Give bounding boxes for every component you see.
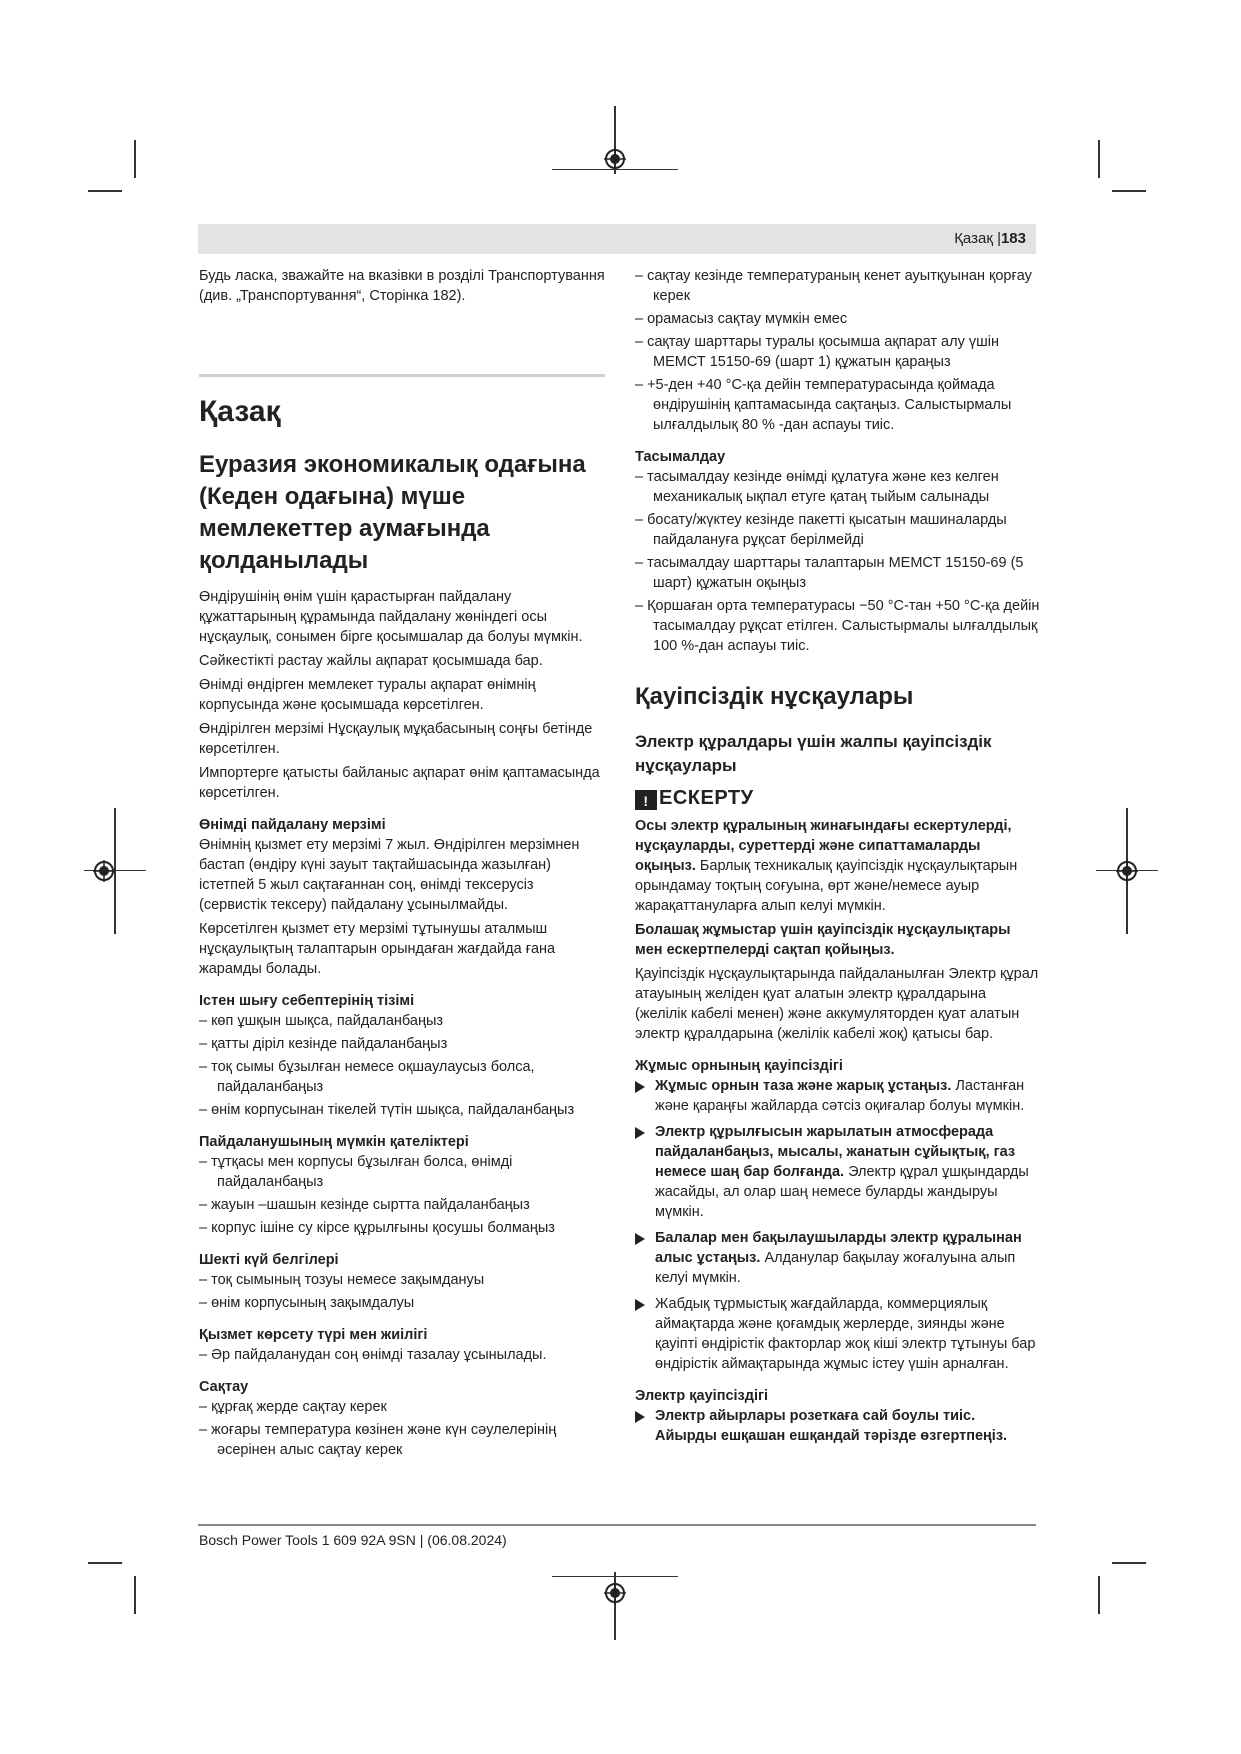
list-item: – тұтқасы мен корпусы бұзылған болса, өнімді пайдаланбаңыз bbox=[199, 1154, 513, 1190]
registration-mark-icon bbox=[1116, 860, 1138, 882]
right-column bbox=[635, 266, 1040, 1452]
paragraph: Сәйкестікті растау жайлы ақпарат қосымшада бар. bbox=[199, 653, 543, 669]
list-item: – көп ұшқын шықса, пайдаланбаңыз bbox=[199, 1013, 444, 1029]
paragraph: Өнімді өндірген мемлекет туралы ақпарат өнімнің корпусында және қосымшада көрсетілген. bbox=[199, 677, 536, 713]
arrow-bullet-icon bbox=[635, 1411, 645, 1423]
header-language: Қазақ bbox=[954, 230, 993, 247]
list-item: – жауын –шашын кезінде сыртта пайдаланбаңыз bbox=[199, 1197, 530, 1213]
list-item: – сақтау шарттары туралы қосымша ақпарат алу үшін МЕМСТ 15150-69 (шарт 1) құжатын қараңыз bbox=[635, 334, 999, 370]
paragraph: Өндірілген мерзімі Нұсқаулық мұқабасының соңғы бетінде көрсетілген. bbox=[199, 721, 593, 757]
warning-normal-text: Барлық техникалық қауіпсіздік нұсқаулықтарын орындамау тоқтың соғуына, өрт және/немесе ауыр жарақаттануларға алып келуі мүмкін. bbox=[635, 858, 1018, 914]
crop-mark bbox=[1098, 1576, 1100, 1614]
crop-mark bbox=[88, 190, 122, 192]
arrow-bullet-icon bbox=[635, 1299, 645, 1311]
list-item: – корпус ішіне су кірсе құрылғыны қосушы болмаңыз bbox=[199, 1220, 555, 1236]
failure-causes-heading: Істен шығу себептерінің тізімі bbox=[199, 993, 415, 1009]
crop-mark bbox=[1112, 190, 1146, 192]
list-item: – құрғақ жерде сақтау керек bbox=[199, 1399, 387, 1415]
list-item: – Әр пайдаланудан соң өнімді тазалау ұсынылады. bbox=[199, 1347, 547, 1363]
crop-mark bbox=[1098, 140, 1100, 178]
main-heading: Еуразия экономикалық одағына (Кеден одағына) мүше мемлекеттер аумағында қолданылады bbox=[199, 451, 586, 574]
list-item: Жабдық тұрмыстық жағдайларда, коммерциялық аймақтарда және қоғамдық жерлерде, зиянды және қауіпті өндірістік факторлар жоқ кіші электр тұтынуы бар өндірістік аймақтарында жұмыс істеу үшін арналған. bbox=[635, 1294, 1040, 1374]
language-title: Қазақ bbox=[199, 395, 281, 428]
workplace-heading: Жұмыс орнының қауіпсіздігі bbox=[635, 1058, 843, 1074]
header-band bbox=[198, 224, 1036, 254]
page-header bbox=[954, 230, 1026, 247]
crop-mark bbox=[1112, 1562, 1146, 1564]
list-item: – өнім корпусының зақымдалуы bbox=[199, 1295, 415, 1311]
user-errors-heading: Пайдаланушының мүмкін қателіктері bbox=[199, 1134, 469, 1150]
crop-mark bbox=[134, 140, 136, 178]
list-item: Электр құрылғысын жарылатын атмосферада пайдаланбаңыз, мысалы, жанатын сұйықтық, газ немесе шаң бар болғанда. Электр құрал ұшқындарды жасайды, ал олар шаң немесе буларды жандыруы мүмкін. bbox=[635, 1122, 1040, 1222]
list-item: – босату/жүктеу кезінде пакетті қысатын машиналарды пайдалануға рұқсат берілмейді bbox=[635, 512, 1007, 548]
header-separator: | bbox=[997, 230, 1001, 247]
warning-bold-text: Осы электр құралының жинағындағы ескертулерді, нұсқауларды, суреттерді және сипаттамаларды оқыңыз. bbox=[635, 818, 1012, 874]
page-footer: Bosch Power Tools 1 609 92A 9SN | (06.08.2024) bbox=[199, 1532, 507, 1548]
warning-block bbox=[635, 788, 1040, 916]
registration-mark-icon bbox=[604, 1582, 626, 1604]
safety-heading: Қауіпсіздік нұсқаулары bbox=[635, 683, 914, 710]
electrical-heading: Электр қауіпсіздігі bbox=[635, 1388, 769, 1404]
general-safety-heading: Электр құралдары үшін жалпы қауіпсіздік нұсқаулары bbox=[635, 732, 992, 775]
service-life-heading: Өнімді пайдалану мерзімі bbox=[199, 817, 386, 833]
page-number: 183 bbox=[1000, 230, 1026, 247]
service-heading: Қызмет көрсету түрі мен жиілігі bbox=[199, 1327, 428, 1343]
footer-rule bbox=[198, 1524, 1036, 1526]
left-column bbox=[199, 266, 605, 1463]
paragraph: Өнімнің қызмет ету мерзімі 7 жыл. Өндірілген мерзімнен бастап (өндіру күні зауыт тақтайшасында жазылған) істетпей 5 жыл сақтағаннан соң, өнімді тексерусіз (сервистік тексеру) пайдалану ұсынылмайды. bbox=[199, 837, 580, 913]
list-item: – сақтау кезінде температураның кенет ауытқуынан қорғау керек bbox=[635, 268, 1032, 304]
warning-label bbox=[635, 788, 754, 810]
paragraph: Импортерге қатысты байланыс ақпарат өнім қаптамасында көрсетілген. bbox=[199, 765, 600, 801]
list-item: – тоқ сымының тозуы немесе зақымдануы bbox=[199, 1272, 485, 1288]
section-rule bbox=[199, 374, 605, 377]
crop-mark bbox=[88, 1562, 122, 1564]
list-item: Балалар мен бақылаушыларды электр құралынан алыс ұстаңыз. Алданулар бақылау жоғалуына алып келуі мүмкін. bbox=[635, 1228, 1040, 1288]
list-item: – тоқ сымы бұзылған немесе оқшаулаусыз болса, пайдаланбаңыз bbox=[199, 1059, 535, 1095]
list-item: – Қоршаған орта температурасы −50 °C-тан +50 °C-қа дейін тасымалдау рұқсат етілген. Салыстырмалы ылғалдылық 100 %-дан аспауы тиіс. bbox=[635, 598, 1040, 654]
keep-instructions: Болашақ жұмыстар үшін қауіпсіздік нұсқаулықтары мен ескертпелерді сақтап қойыңыз. bbox=[635, 922, 1011, 958]
paragraph: Көрсетілген қызмет ету мерзімі тұтынушы аталмыш нұсқаулықтың талаптарын орындаған жағдайда ғана жарамды болады. bbox=[199, 921, 556, 977]
list-item: – қатты діріл кезінде пайдаланбаңыз bbox=[199, 1036, 448, 1052]
storage-heading: Сақтау bbox=[199, 1379, 249, 1395]
list-item: Электр айырлары розеткаға сай боулы тиіс. Айырды ешқашан ешқандай тәрізде өзгертпеңіз. bbox=[635, 1406, 1040, 1446]
limit-signs-heading: Шекті күй белгілері bbox=[199, 1252, 339, 1268]
transport-heading: Тасымалдау bbox=[635, 449, 726, 465]
intro-paragraph: Будь ласка, зважайте на вказівки в розділі Транспортування (див. „Транспортування“, Сторінка 182). bbox=[199, 268, 605, 304]
list-item: – тасымалдау кезінде өнімді құлатуға және кез келген механикалық ықпал етуге қатаң тыйым салынады bbox=[635, 469, 999, 505]
list-item: – жоғары температура көзінен және күн сәулелерінің әсерінен алыс сақтау керек bbox=[199, 1422, 557, 1458]
warning-label-text: ЕСКЕРТУ bbox=[659, 787, 754, 809]
arrow-bullet-icon bbox=[635, 1233, 645, 1245]
list-item: – +5-ден +40 °C-қа дейін температурасында қоймада өндірушінің қаптамасында сақтаңыз. Салыстырмалы ылғалдылық 80 % -дан аспауы тиіс. bbox=[635, 377, 1012, 433]
arrow-bullet-icon bbox=[635, 1081, 645, 1093]
list-item: Жұмыс орнын таза және жарық ұстаңыз. Ластанған және қараңғы жайларда сәтсіз оқиғалар болуы мүмкін. bbox=[635, 1076, 1040, 1116]
definition-paragraph: Қауіпсіздік нұсқаулықтарында пайдаланылған Электр құрал атауының желіден қуат алатын электр құралдарына (желілік кабелі менен) және аккумуляторден қуат алатын электр құралдарына (желілік кабелі жоқ) қатысы бар. bbox=[635, 966, 1039, 1042]
registration-mark-icon bbox=[604, 148, 626, 170]
warning-text bbox=[635, 816, 1040, 916]
arrow-bullet-icon bbox=[635, 1127, 645, 1139]
list-item: – өнім корпусынан тікелей түтін шықса, пайдаланбаңыз bbox=[199, 1102, 575, 1118]
paragraph: Өндірушінің өнім үшін қарастырған пайдалану құжаттарының құрамында пайдалану жөніндегі осы нұсқаулық, сонымен бірге қосымшалар да болуы мүмкін. bbox=[199, 589, 583, 645]
crop-mark bbox=[134, 1576, 136, 1614]
list-item: – орамасыз сақтау мүмкін емес bbox=[635, 311, 848, 327]
registration-mark-icon bbox=[93, 860, 115, 882]
list-item: – тасымалдау шарттары талаптарын МЕМСТ 15150-69 (5 шарт) құжатын оқыңыз bbox=[635, 555, 1024, 591]
registration-line bbox=[552, 1576, 678, 1577]
warning-triangle-icon: ! bbox=[635, 790, 657, 810]
